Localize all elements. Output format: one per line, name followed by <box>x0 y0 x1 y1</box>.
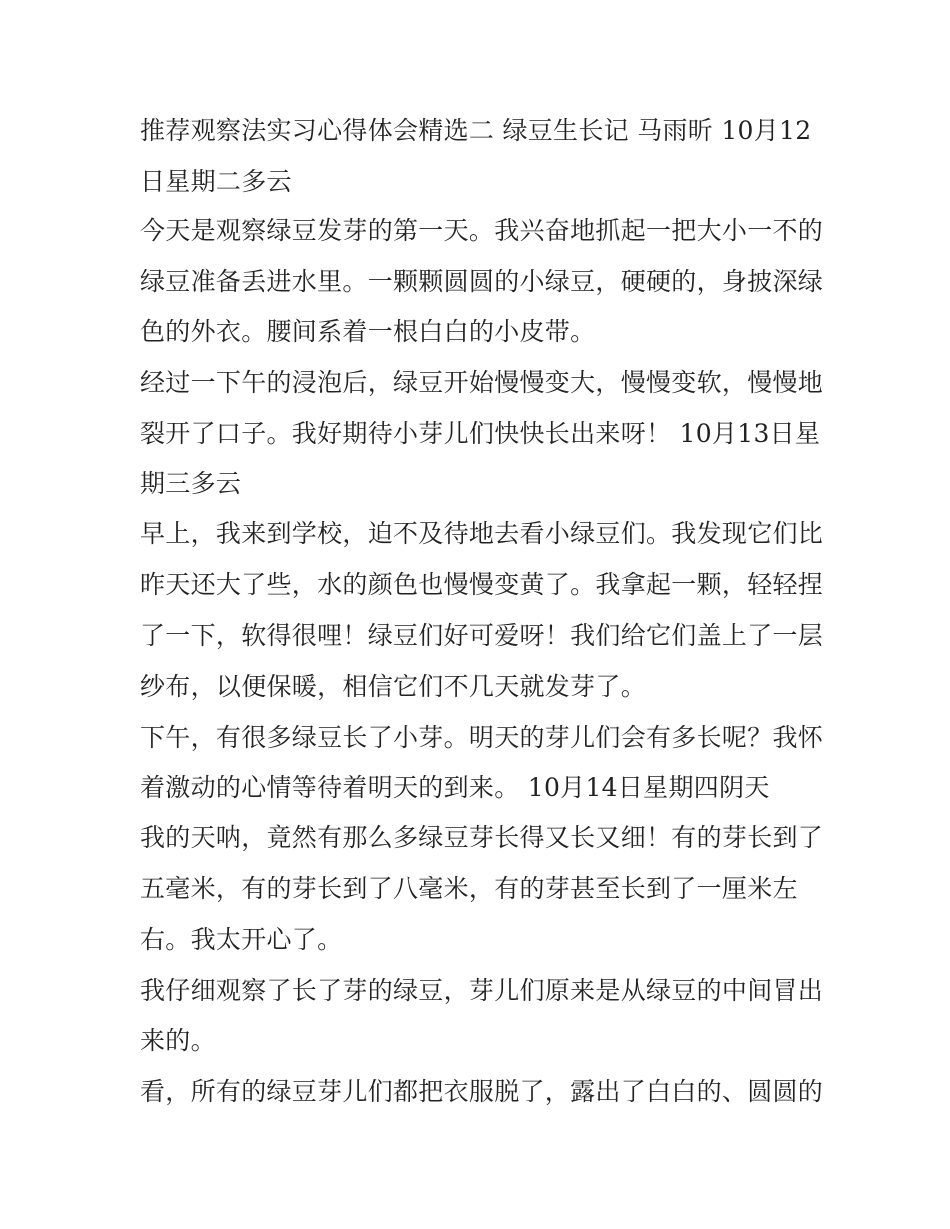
text-line: 我的天呐，竟然有那么多绿豆芽长得又长又细！有的芽长到了 <box>140 823 824 852</box>
text-line: 下午，有很多绿豆长了小芽。明天的芽儿们会有多长呢？我怀 <box>140 723 824 752</box>
text-line: 裂开了口子。我好期待小芽儿们快快长出来呀！ 10月13日星 <box>140 419 821 448</box>
text-line: 右。我太开心了。 <box>140 925 343 954</box>
text-line: 五毫米，有的芽长到了八毫米，有的芽甚至长到了一厘米左 <box>140 874 798 903</box>
text-line: 我仔细观察了长了芽的绿豆，芽儿们原来是从绿豆的中间冒出 <box>140 976 824 1005</box>
text-line: 纱布，以便保暖，相信它们不几天就发芽了。 <box>140 672 647 701</box>
text-line: 色的外衣。腰间系着一根白白的小皮带。 <box>140 317 596 346</box>
text-line: 今天是观察绿豆发芽的第一天。我兴奋地抓起一把大小一不的 <box>140 216 824 245</box>
text-line: 了一下，软得很哩！绿豆们好可爱呀！我们给它们盖上了一层 <box>140 621 824 650</box>
text-line: 经过一下午的浸泡后，绿豆开始慢慢变大，慢慢变软，慢慢地 <box>140 368 824 397</box>
text-line: 期三多云 <box>140 469 242 498</box>
text-line: 绿豆准备丢进水里。一颗颗圆圆的小绿豆，硬硬的，身披深绿 <box>140 267 824 296</box>
text-line: 看，所有的绿豆芽儿们都把衣服脱了，露出了白白的、圆圆的 <box>140 1077 824 1106</box>
title-line-1: 推荐观察法实习心得体会精选二 绿豆生长记 马雨昕 10月12 <box>140 116 812 145</box>
text-line: 早上，我来到学校，迫不及待地去看小绿豆们。我发现它们比 <box>140 519 824 548</box>
text-line: 昨天还大了些，水的颜色也慢慢变黄了。我拿起一颗，轻轻捏 <box>140 570 824 599</box>
title-line-2: 日星期二多云 <box>140 167 292 196</box>
text-line: 来的。 <box>140 1026 216 1055</box>
text-line: 着激动的心情等待着明天的到来。 10月14日星期四阴天 <box>140 773 770 802</box>
